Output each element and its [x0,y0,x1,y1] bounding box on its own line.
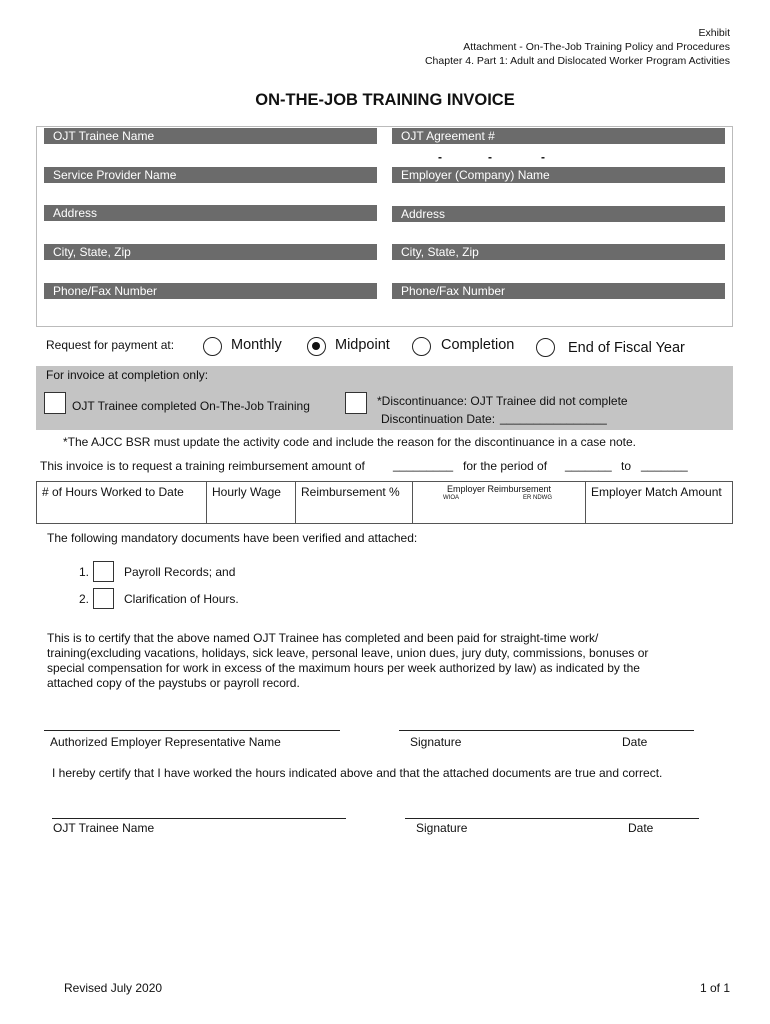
clarification-of-hours-checkbox[interactable] [93,588,114,609]
employer-phone-fax-field[interactable]: Phone/Fax Number [392,283,725,299]
period-text: for the period of [463,459,548,473]
employer-signature-line[interactable] [399,730,694,731]
bsr-note: *The AJCC BSR must update the activity code and include the reason for the discontinuance in a case note. [63,435,637,449]
end-of-fiscal-year-label: End of Fiscal Year [568,340,685,356]
midpoint-radio[interactable] [307,337,326,356]
trainee-date-label: Date [628,821,654,835]
agreement-dash-2: - [488,150,492,164]
clarification-of-hours-label: Clarification of Hours. [124,592,239,606]
monthly-radio[interactable] [203,337,222,356]
er-ndwg-sublabel: ER NDWG [523,495,552,501]
employer-reimbursement-header[interactable] [413,482,586,524]
page-number: 1 of 1 [699,981,730,995]
employer-rep-name-line[interactable] [44,730,340,731]
completion-label: Completion [441,337,515,353]
to-text: to [621,459,632,473]
completion-heading: For invoice at completion only: [46,368,209,382]
end-of-fiscal-year-radio[interactable] [536,338,555,357]
reimbursement-amount-field[interactable]: _________ [393,458,454,472]
payment-request-label: Request for payment at: [46,338,175,352]
discontinuance-checkbox[interactable] [345,392,367,414]
hours-worked-header[interactable]: # of Hours Worked to Date [37,482,207,524]
provider-city-state-zip-field[interactable]: City, State, Zip [44,244,377,260]
certify-line-2: training(excluding vacations, holidays, sick leave, personal leave, union dues, jury duty, commissions, bonuses or [47,646,649,660]
employer-city-state-zip-field[interactable]: City, State, Zip [392,244,725,260]
trainee-completed-label: OJT Trainee completed On-The-Job Training [72,399,310,413]
discontinuation-date-field[interactable]: ________________ [500,411,607,425]
payroll-records-label: Payroll Records; and [124,565,236,579]
provider-address-field[interactable]: Address [44,205,377,221]
trainee-name-line[interactable] [52,818,346,819]
attachment-label: Attachment - On-The-Job Training Policy and Procedures [463,41,730,53]
period-start-field[interactable]: _______ [565,458,612,472]
period-end-field[interactable]: _______ [641,458,688,472]
agreement-dash-1: - [438,150,442,164]
monthly-label: Monthly [231,337,282,353]
wioa-sublabel: WIOA [443,495,459,501]
trainee-signature-label: Signature [416,821,468,835]
employer-match-header[interactable]: Employer Match Amount [586,482,733,524]
employer-signature-label: Signature [410,735,462,749]
employer-date-label: Date [622,735,648,749]
provider-phone-fax-field[interactable]: Phone/Fax Number [44,283,377,299]
hours-table [36,481,733,524]
ojt-agreement-number-field[interactable]: OJT Agreement # [392,128,725,144]
page-title: ON-THE-JOB TRAINING INVOICE [255,91,515,109]
employer-rep-name-label: Authorized Employer Representative Name [50,735,281,749]
trainee-completed-checkbox[interactable] [44,392,66,414]
exhibit-label: Exhibit [698,27,730,39]
hourly-wage-header[interactable]: Hourly Wage [207,482,296,524]
request-text: This invoice is to request a training reimbursement amount of [40,459,365,473]
completion-radio[interactable] [412,337,431,356]
employer-reimbursement-label: Employer Reimbursement [446,484,552,494]
employer-company-name-field[interactable]: Employer (Company) Name [392,167,725,183]
payroll-records-checkbox[interactable] [93,561,114,582]
discontinuation-date-label: Discontinuation Date: [381,412,496,426]
certify-line-3: special compensation for work in excess of the maximum hours per week authorized by law) as indicated by the [47,661,640,675]
trainee-certification-text: I hereby certify that I have worked the hours indicated above and that the attached documents are true and correct. [52,766,663,780]
doc-item-2-number: 2. [79,592,90,606]
employer-address-field[interactable]: Address [392,206,725,222]
certify-line-1: This is to certify that the above named OJT Trainee has completed and been paid for straight-time work/ [47,631,599,645]
certify-line-4: attached copy of the paystubs or payroll record. [47,676,300,690]
trainee-name-label: OJT Trainee Name [53,821,155,835]
chapter-label: Chapter 4. Part 1: Adult and Dislocated Worker Program Activities [424,55,730,67]
ojt-trainee-name-field[interactable]: OJT Trainee Name [44,128,377,144]
discontinuance-label: *Discontinuance: OJT Trainee did not complete [377,394,628,408]
reimbursement-percent-header[interactable]: Reimbursement % [296,482,413,524]
mandatory-docs-intro: The following mandatory documents have been verified and attached: [47,531,418,545]
trainee-signature-line[interactable] [405,818,699,819]
midpoint-label: Midpoint [335,337,390,353]
doc-item-1-number: 1. [79,565,90,579]
revised-date: Revised July 2020 [64,981,163,995]
agreement-dash-3: - [541,150,545,164]
service-provider-name-field[interactable]: Service Provider Name [44,167,377,183]
